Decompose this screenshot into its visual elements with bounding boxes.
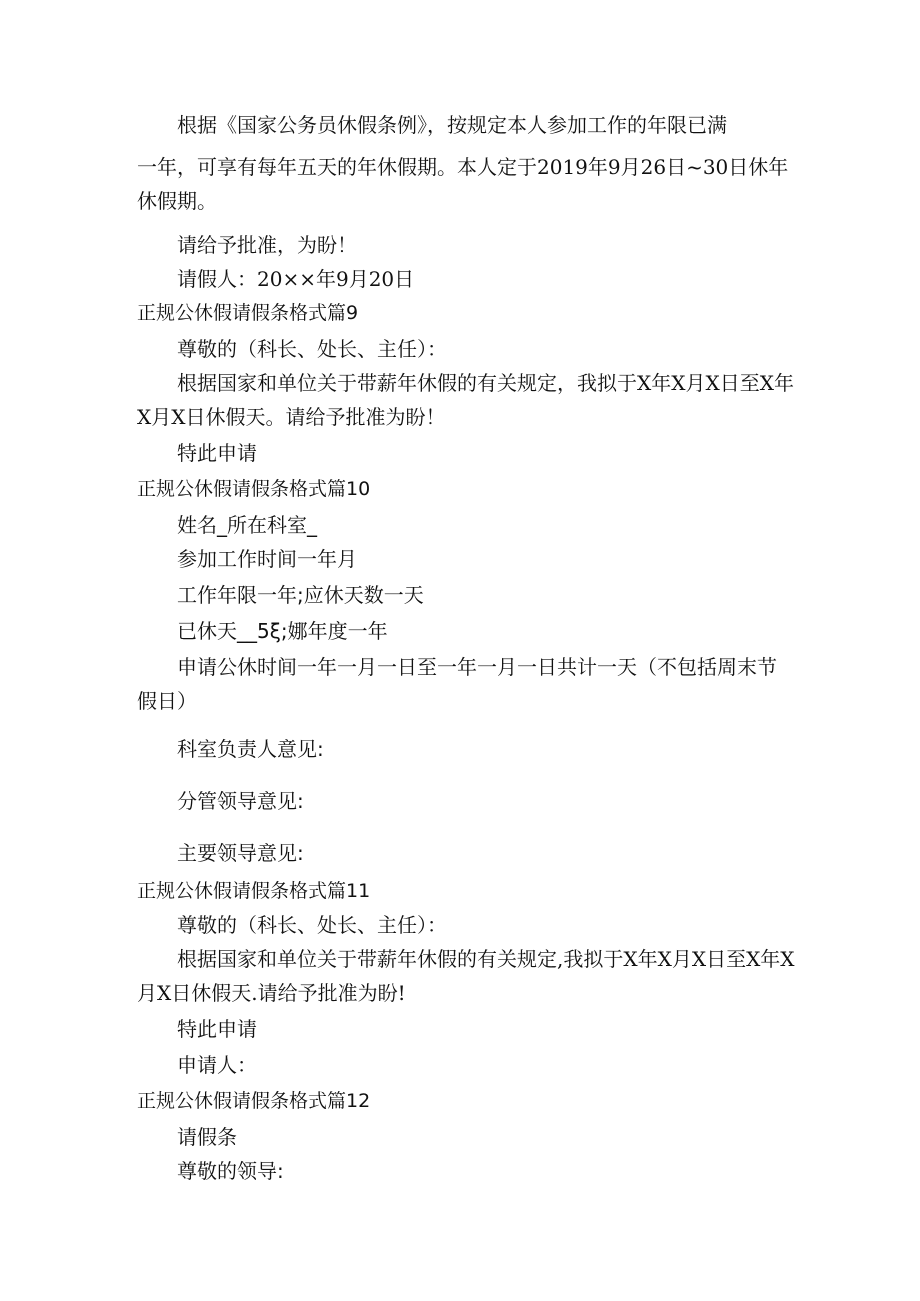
paragraph-line: X月X日休假天。请给予批准为盼！ — [137, 405, 446, 429]
document-title: 请假条 — [177, 1125, 237, 1149]
paragraph-line: 根据国家和单位关于带薪年休假的有关规定，我拟于X年X月X日至X年 — [177, 371, 794, 395]
section-heading: 正规公休假请假条格式篇12 — [137, 1090, 371, 1112]
form-line: 工作年限一年;应休天数一天 — [177, 583, 424, 607]
section-heading: 正规公休假请假条格式篇9 — [137, 302, 359, 324]
salutation: 尊敬的领导: — [177, 1159, 284, 1183]
opinion-line: 科室负责人意见: — [177, 737, 324, 761]
form-line: 参加工作时间一年月 — [177, 547, 357, 571]
paragraph-line: 请给予批准，为盼！ — [177, 233, 357, 257]
signature-line: 申请人： — [177, 1053, 257, 1077]
section-heading: 正规公休假请假条格式篇10 — [137, 478, 371, 500]
paragraph-line: 根据《国家公务员休假条例》，按规定本人参加工作的年限已满 — [177, 113, 727, 137]
form-line: 已休天__5ξ;娜年度一年 — [177, 619, 388, 643]
paragraph-line: 休假期。 — [137, 189, 217, 213]
signature-line: 请假人：20××年9月20日 — [177, 267, 415, 291]
form-line: 假日） — [137, 689, 197, 713]
form-line: 申请公休时间一年一月一日至一年一月一日共计一天（不包括周末节 — [177, 655, 777, 679]
paragraph-line: 一年，可享有每年五天的年休假期。本人定于2019年9月26日~30日休年 — [137, 155, 789, 179]
closing-line: 特此申请 — [177, 1017, 257, 1041]
salutation: 尊敬的（科长、处长、主任）： — [177, 337, 447, 361]
section-heading: 正规公休假请假条格式篇11 — [137, 880, 371, 902]
closing-line: 特此申请 — [177, 441, 257, 465]
opinion-line: 主要领导意见: — [177, 841, 304, 865]
form-line: 姓名_所在科室_ — [177, 513, 317, 537]
opinion-line: 分管领导意见: — [177, 789, 304, 813]
paragraph-line: 月X日休假天.请给予批准为盼! — [137, 981, 406, 1005]
salutation: 尊敬的（科长、处长、主任）： — [177, 913, 447, 937]
paragraph-line: 根据国家和单位关于带薪年休假的有关规定,我拟于X年X月X日至X年X — [177, 947, 795, 971]
